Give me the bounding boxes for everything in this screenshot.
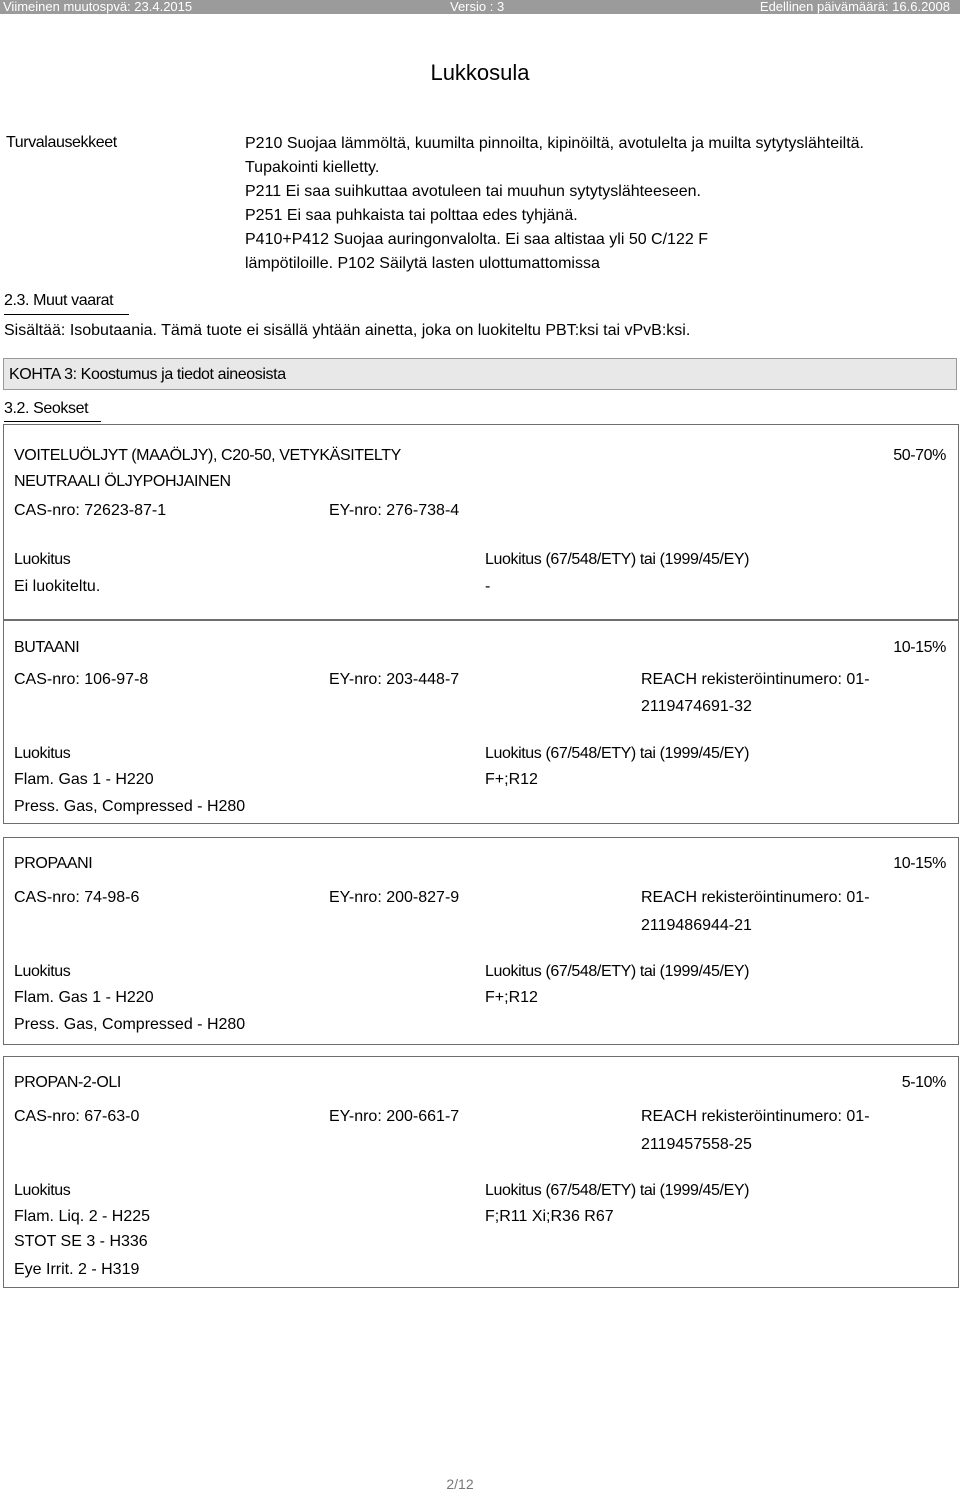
- ec-number: EY-nro: 200-661-7: [329, 1108, 460, 1125]
- ec-number: EY-nro: 276-738-4: [329, 502, 460, 519]
- classification-eu-value: F+;R12: [485, 771, 538, 788]
- reach-number-line: 2119457558-25: [641, 1136, 752, 1153]
- other-hazards-heading: 2.3. Muut vaarat: [4, 292, 114, 309]
- cas-number: CAS-nro: 106-97-8: [14, 671, 149, 688]
- classification-value: Press. Gas, Compressed - H280: [14, 798, 246, 815]
- substance-percent: 10-15%: [893, 855, 946, 872]
- classification-value: Ei luokiteltu.: [14, 578, 101, 595]
- substance-name-line: NEUTRAALI ÖLJYPOHJAINEN: [14, 473, 231, 490]
- classification-value: Flam. Gas 1 - H220: [14, 989, 154, 1006]
- page-number: 2/12: [446, 1476, 474, 1491]
- substance-name-line: VOITELUÖLJYT (MAAÖLJY), C20-50, VETYKÄSITELTY: [14, 447, 401, 464]
- substance-name: BUTAANI: [14, 639, 80, 656]
- heading-underline: [4, 421, 101, 422]
- substance-card: [3, 424, 959, 620]
- modified-date: Viimeinen muutospvä: 23.4.2015: [3, 0, 193, 14]
- reach-number-line: REACH rekisteröintinumero: 01-: [641, 889, 870, 906]
- precautionary-label: Turvalausekkeet: [6, 134, 117, 151]
- substance-card: [3, 1056, 959, 1288]
- classification-label: Luokitus: [14, 963, 71, 980]
- substance-card: [3, 620, 959, 824]
- product-title: Lukkosula: [430, 60, 530, 85]
- classification-value: Flam. Liq. 2 - H225: [14, 1208, 151, 1225]
- ec-number: EY-nro: 200-827-9: [329, 889, 460, 906]
- substance-card: [3, 837, 959, 1045]
- substance-percent: 5-10%: [901, 1074, 946, 1091]
- phrase-line: P251 Ei saa puhkaista tai polttaa edes tyhjänä.: [245, 207, 578, 224]
- previous-date: Edellinen päivämäärä: 16.6.2008: [759, 0, 950, 14]
- classification-label: Luokitus: [14, 551, 71, 568]
- cas-number: CAS-nro: 72623-87-1: [14, 502, 167, 519]
- cas-number: CAS-nro: 67-63-0: [14, 1108, 140, 1125]
- classification-value: Flam. Gas 1 - H220: [14, 771, 154, 788]
- other-hazards-text: Sisältää: Isobutaania. Tämä tuote ei sisällä yhtään ainetta, joka on luokiteltu PBT:ksi tai vPvB:ksi.: [4, 322, 691, 339]
- classification-label: Luokitus: [14, 1182, 71, 1199]
- reach-number-line: 2119474691-32: [641, 698, 752, 715]
- substance-percent: 10-15%: [893, 639, 946, 656]
- reach-number-line: REACH rekisteröintinumero: 01-: [641, 1108, 870, 1125]
- phrase-line: Tupakointi kielletty.: [245, 159, 380, 176]
- classification-eu-label: Luokitus (67/548/ETY) tai (1999/45/EY): [485, 1182, 750, 1199]
- version-label: Versio : 3: [450, 0, 505, 14]
- phrase-line: P210 Suojaa lämmöltä, kuumilta pinnoilta, kipinöiltä, avotulelta ja muilta sytytyslähteiltä.: [245, 135, 864, 152]
- ec-number: EY-nro: 203-448-7: [329, 671, 460, 688]
- classification-eu-label: Luokitus (67/548/ETY) tai (1999/45/EY): [485, 963, 750, 980]
- substance-percent: 50-70%: [893, 447, 946, 464]
- classification-value: Press. Gas, Compressed - H280: [14, 1016, 246, 1033]
- classification-eu-value: F+;R12: [485, 989, 538, 1006]
- classification-value: STOT SE 3 - H336: [14, 1233, 148, 1250]
- page-header-bar: [0, 0, 960, 14]
- phrase-line: lämpötiloille. P102 Säilytä lasten ulottumattomissa: [245, 255, 600, 272]
- section-3-title: KOHTA 3: Koostumus ja tiedot aineosista: [9, 366, 286, 383]
- classification-eu-value: -: [485, 578, 491, 595]
- reach-number-line: 2119486944-21: [641, 917, 752, 934]
- precautionary-statements: [245, 132, 864, 276]
- mixtures-heading: 3.2. Seokset: [4, 400, 89, 417]
- classification-value: Eye Irrit. 2 - H319: [14, 1261, 140, 1278]
- phrase-line: P211 Ei saa suihkuttaa avotuleen tai muuhun sytytyslähteeseen.: [245, 183, 701, 200]
- heading-underline: [4, 314, 129, 315]
- classification-eu-label: Luokitus (67/548/ETY) tai (1999/45/EY): [485, 745, 750, 762]
- classification-label: Luokitus: [14, 745, 71, 762]
- section-3-bar: [3, 358, 957, 390]
- substance-name: PROPAN-2-OLI: [14, 1074, 121, 1091]
- substance-name: PROPAANI: [14, 855, 93, 872]
- classification-eu-value: F;R11 Xi;R36 R67: [485, 1208, 614, 1225]
- classification-eu-label: Luokitus (67/548/ETY) tai (1999/45/EY): [485, 551, 750, 568]
- reach-number-line: REACH rekisteröintinumero: 01-: [641, 671, 870, 688]
- cas-number: CAS-nro: 74-98-6: [14, 889, 140, 906]
- phrase-line: P410+P412 Suojaa auringonvalolta. Ei saa altistaa yli 50 C/122 F: [245, 231, 708, 248]
